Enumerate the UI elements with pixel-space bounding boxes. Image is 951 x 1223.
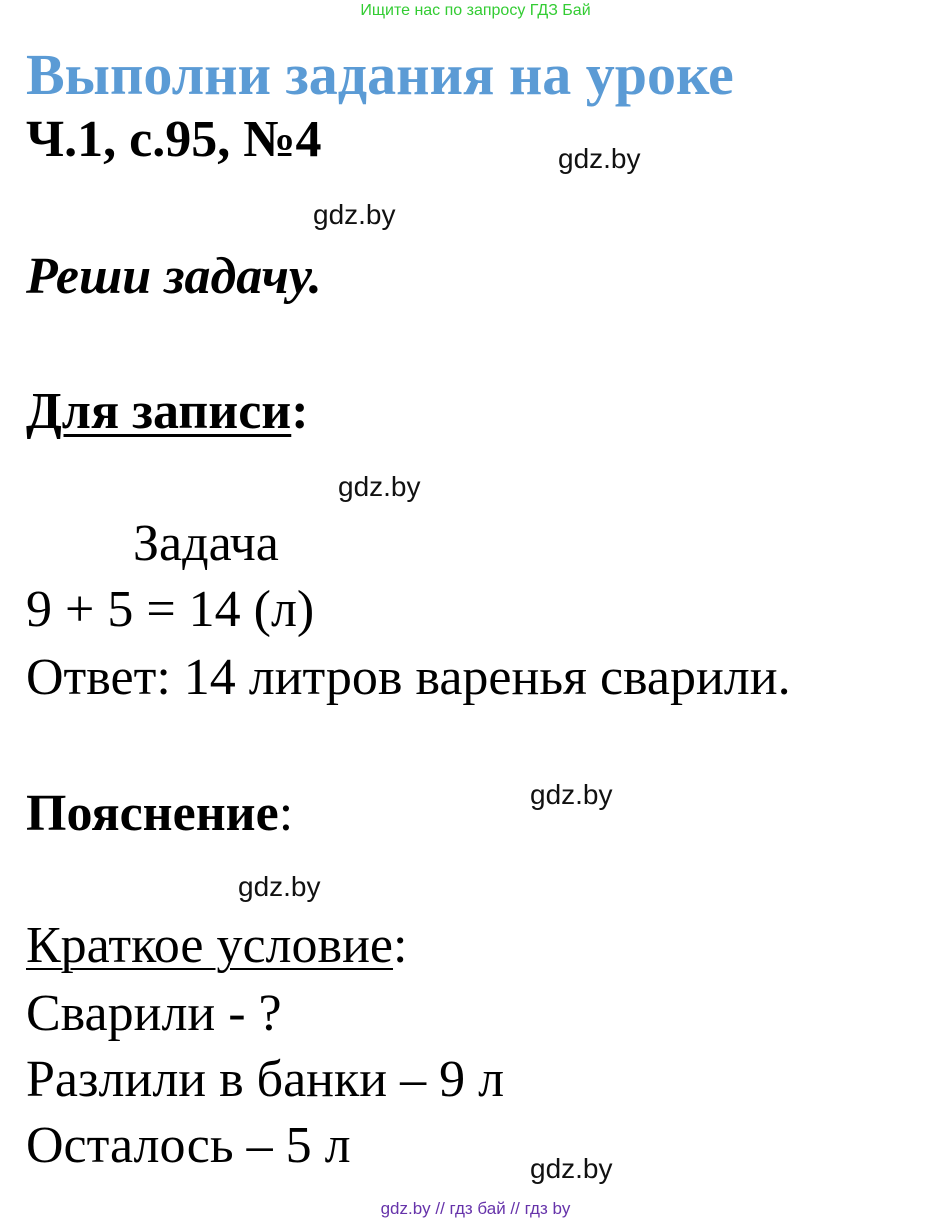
watermark: gdz.by: [238, 871, 321, 902]
page-title: Выполни задания на уроке: [26, 42, 734, 107]
watermark: gdz.by: [558, 143, 641, 174]
task-title: Задача: [133, 515, 279, 572]
task-reference: Ч.1, с.95, №4: [26, 111, 322, 168]
watermark: gdz.by: [530, 1153, 613, 1184]
answer-line: Ответ: 14 литров варенья сварили.: [26, 649, 791, 706]
solution-equation: 9 + 5 = 14 (л): [26, 581, 315, 638]
explanation-heading-label: Пояснение: [26, 785, 279, 842]
explanation-heading: [26, 782, 293, 846]
condition-heading: [26, 914, 407, 978]
watermark: gdz.by: [530, 779, 613, 810]
footer-links: gdz.by // гдз бай // гдз by: [380, 1199, 571, 1218]
watermark: gdz.by: [313, 199, 396, 230]
record-heading-label: Для записи: [26, 383, 292, 440]
watermark: gdz.by: [338, 471, 421, 502]
explanation-heading-colon: :: [278, 785, 294, 842]
condition-heading-colon: :: [392, 917, 408, 974]
record-heading-colon: :: [291, 383, 309, 440]
condition-line: Осталось – 5 л: [26, 1117, 351, 1174]
task-prompt: Реши задачу.: [26, 248, 322, 305]
condition-heading-label: Краткое условие: [26, 917, 393, 974]
record-section-heading: [26, 380, 309, 444]
condition-line: Сварили - ?: [26, 985, 282, 1042]
top-banner: Ищите нас по запросу ГДЗ Бай: [360, 2, 591, 19]
condition-line: Разлили в банки – 9 л: [26, 1051, 505, 1108]
